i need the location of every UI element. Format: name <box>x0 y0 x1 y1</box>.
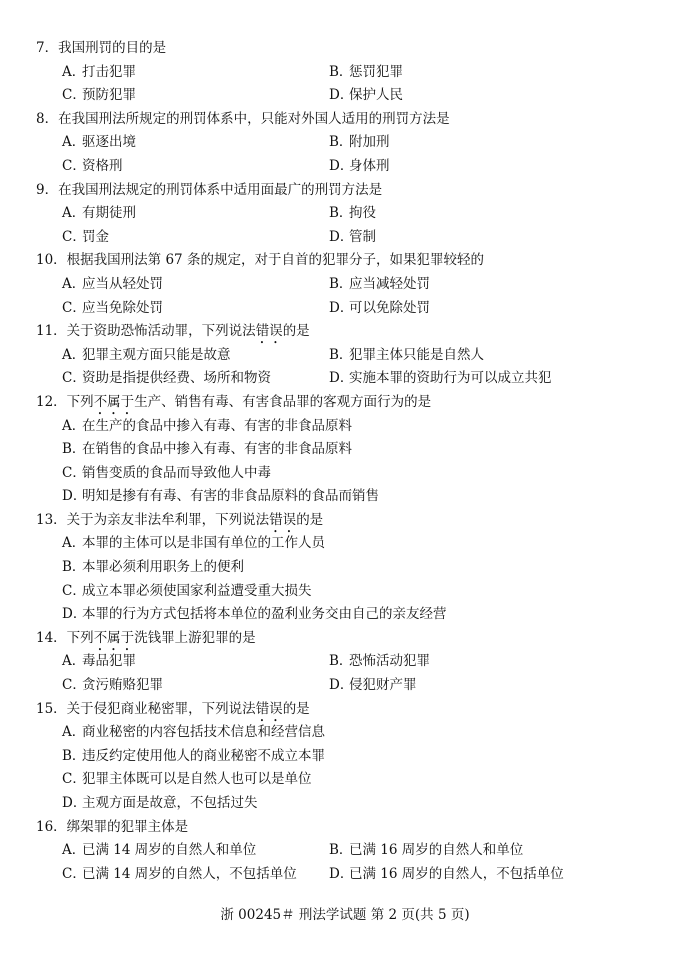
option-row <box>0 462 690 486</box>
option <box>62 202 136 226</box>
option <box>62 131 136 155</box>
option-row <box>0 532 690 556</box>
option-text: 在生产的食品中掺入有毒、有害的非食品原料 <box>82 417 352 434</box>
option-text: 明知是掺有有毒、有害的非食品原料的食品而销售 <box>82 488 379 505</box>
option-text: 应当免除处罚 <box>82 299 163 316</box>
option-letter: B． <box>329 842 353 859</box>
question-q16 <box>0 816 690 887</box>
option-text: 预防犯罪 <box>82 87 136 104</box>
option <box>62 155 123 179</box>
option-text: 资助是指提供经费、场所和物资 <box>82 370 271 387</box>
question-stem: 9．在我国刑法规定的刑罚体系中适用面最广的刑罚方法是 <box>36 181 383 198</box>
option <box>329 297 430 321</box>
option-text: 恐怖活动犯罪 <box>349 653 430 670</box>
option <box>62 344 231 368</box>
option-letter: A． <box>62 535 86 552</box>
option-letter: A． <box>62 417 86 434</box>
question-stem <box>0 698 690 722</box>
option-text: 驱逐出境 <box>82 134 136 151</box>
option-row <box>0 556 690 580</box>
option-text: 本罪的行为方式包括将本单位的盈利业务交由自己的亲友经营 <box>82 606 447 623</box>
option-letter: C． <box>62 464 86 481</box>
option-text: 犯罪主体只能是自然人 <box>349 346 484 363</box>
option-row <box>0 438 690 462</box>
option-text: 有期徒刑 <box>82 205 136 222</box>
option-text: 资格刑 <box>82 157 123 174</box>
stem-text: 洗钱罪上游犯罪的是 <box>134 629 256 646</box>
emphasis-text: 不属于 <box>93 393 135 410</box>
option-row <box>0 367 690 391</box>
question-q9 <box>0 179 690 250</box>
stem-text: 13．关于为亲友非法牟利罪，下列说法 <box>36 511 270 528</box>
option <box>62 273 163 297</box>
option-letter: D． <box>329 677 354 694</box>
option <box>62 438 352 462</box>
stem-text: 的是 <box>296 511 324 528</box>
option-text: 犯罪主体既可以是自然人也可以是单位 <box>82 771 312 788</box>
option-text: 已满 14 周岁的自然人，不包括单位 <box>82 865 297 882</box>
option <box>329 61 403 85</box>
option <box>62 462 271 486</box>
option-letter: D． <box>329 370 354 387</box>
option-text: 违反约定使用他人的商业秘密不成立本罪 <box>82 747 325 764</box>
stem-text: 的是 <box>282 700 310 717</box>
option-row <box>0 155 690 179</box>
option-row <box>0 226 690 250</box>
option-row <box>0 839 690 863</box>
option-letter: B． <box>329 205 353 222</box>
option <box>62 863 297 887</box>
option-letter: D． <box>62 488 87 505</box>
option-letter: C． <box>62 370 86 387</box>
option-row <box>0 131 690 155</box>
option-text: 可以免除处罚 <box>349 299 430 316</box>
option-letter: D． <box>329 865 354 882</box>
stem-text: 的是 <box>282 323 310 340</box>
option <box>62 603 447 627</box>
option-letter: B． <box>329 653 353 670</box>
page-footer: 浙 00245＃ 刑法学试题 第 2 页(共 5 页) <box>220 907 470 923</box>
option-letter: A． <box>62 275 86 292</box>
option <box>62 532 325 556</box>
option <box>62 556 244 580</box>
option-letter: C． <box>62 865 86 882</box>
option-letter: B． <box>329 134 353 151</box>
option-row <box>0 273 690 297</box>
option-letter: B． <box>62 559 86 576</box>
option-text: 罚金 <box>82 228 109 245</box>
option-text: 本罪必须利用职务上的便利 <box>82 559 244 576</box>
option-row <box>0 603 690 627</box>
option-letter: C． <box>62 228 86 245</box>
option-letter: A． <box>62 653 86 670</box>
option-row <box>0 61 690 85</box>
option <box>62 61 136 85</box>
option <box>329 226 376 250</box>
option <box>329 155 390 179</box>
option-row <box>0 792 690 816</box>
option-text: 销售变质的食品而导致他人中毒 <box>82 464 271 481</box>
question-list <box>0 37 690 886</box>
option-letter: C． <box>62 87 86 104</box>
option <box>329 273 430 297</box>
option-letter: A． <box>62 205 86 222</box>
option-text: 毒品犯罪 <box>82 653 136 670</box>
option-letter: D． <box>62 795 87 811</box>
option-text: 犯罪主观方面只能是故意 <box>82 346 231 363</box>
question-q14 <box>0 627 690 698</box>
question-q13 <box>0 509 690 627</box>
option-text: 贪污贿赂犯罪 <box>82 677 163 694</box>
option-text: 管制 <box>349 228 376 245</box>
option-letter: D． <box>329 228 354 245</box>
option-text: 商业秘密的内容包括技术信息和经营信息 <box>82 724 325 741</box>
option <box>329 344 484 368</box>
option-text: 已满 16 周岁的自然人，不包括单位 <box>349 865 564 882</box>
option-letter: D． <box>62 606 87 623</box>
option-text: 本罪的主体可以是非国有单位的工作人员 <box>82 535 325 552</box>
option <box>329 839 523 863</box>
option-row <box>0 580 690 604</box>
option-letter: B． <box>329 63 353 80</box>
option-text: 成立本罪必须使国家利益遭受重大损失 <box>82 582 312 599</box>
option-text: 打击犯罪 <box>82 63 136 80</box>
option <box>62 580 312 604</box>
stem-text: 生产、销售有毒、有害食品罪的客观方面行为的是 <box>134 393 432 410</box>
option-row <box>0 721 690 745</box>
option-text: 附加刑 <box>349 134 390 151</box>
option <box>62 485 379 509</box>
option <box>62 297 163 321</box>
option <box>62 839 256 863</box>
emphasis-text: 错误 <box>255 700 283 717</box>
option-row <box>0 485 690 509</box>
option <box>329 367 552 391</box>
option <box>62 768 312 792</box>
option-row <box>0 202 690 226</box>
option-letter: D． <box>329 157 354 174</box>
option-letter: C． <box>62 677 86 694</box>
option <box>62 226 109 250</box>
stem-text: 14．下列 <box>36 629 94 646</box>
option-row <box>0 745 690 769</box>
option-text: 已满 16 周岁的自然人和单位 <box>349 842 524 859</box>
option-text: 应当从轻处罚 <box>82 275 163 292</box>
question-q7 <box>0 37 690 108</box>
option-text: 侵犯财产罪 <box>349 677 417 694</box>
option-text: 主观方面是故意，不包括过失 <box>82 795 258 811</box>
option <box>62 745 325 769</box>
option-text: 身体刑 <box>349 157 390 174</box>
option-letter: A． <box>62 724 86 741</box>
option-letter: A． <box>62 346 86 363</box>
option-text: 拘役 <box>349 205 376 222</box>
option-letter: B． <box>329 275 353 292</box>
option <box>62 84 136 108</box>
option <box>62 674 163 698</box>
option-letter: A． <box>62 842 86 859</box>
question-stem: 16．绑架罪的犯罪主体是 <box>36 818 189 835</box>
option-text: 实施本罪的资助行为可以成立共犯 <box>349 370 552 387</box>
option-text: 应当减轻处罚 <box>349 275 430 292</box>
stem-text: 12．下列 <box>36 393 94 410</box>
option-letter: C． <box>62 157 86 174</box>
option <box>329 202 376 226</box>
question-stem: 10．根据我国刑法第 67 条的规定，对于自首的犯罪分子，如果犯罪较轻的 <box>36 252 484 269</box>
question-q12 <box>0 391 690 509</box>
option <box>329 674 417 698</box>
option-row <box>0 415 690 439</box>
option-row <box>0 84 690 108</box>
option-letter: C． <box>62 299 86 316</box>
question-stem <box>0 391 690 415</box>
option <box>62 415 352 439</box>
option-letter: D． <box>329 87 354 104</box>
option-text: 惩罚犯罪 <box>349 63 403 80</box>
emphasis-text: 不属于 <box>93 629 135 646</box>
option-letter: B． <box>62 747 86 764</box>
emphasis-text: 错误 <box>255 323 283 340</box>
option <box>329 863 564 887</box>
option <box>62 367 271 391</box>
option-row <box>0 863 690 887</box>
option <box>62 650 136 674</box>
option <box>329 131 390 155</box>
emphasis-text: 错误 <box>269 511 297 528</box>
question-stem: 8．在我国刑法所规定的刑罚体系中，只能对外国人适用的刑罚方法是 <box>36 110 450 127</box>
option <box>329 84 403 108</box>
option-text: 在销售的食品中掺入有毒、有害的非食品原料 <box>82 441 352 458</box>
option-text: 已满 14 周岁的自然人和单位 <box>82 842 257 859</box>
option <box>62 721 325 745</box>
option-letter: B． <box>62 441 86 458</box>
stem-text: 11．关于资助恐怖活动罪，下列说法 <box>36 323 256 340</box>
option-row <box>0 344 690 368</box>
option-letter: A． <box>62 134 86 151</box>
option-letter: C． <box>62 771 86 788</box>
option-row <box>0 650 690 674</box>
question-q8 <box>0 108 690 179</box>
option-row <box>0 768 690 792</box>
option-row <box>0 674 690 698</box>
option-letter: B． <box>329 346 353 363</box>
question-stem: 7．我国刑罚的目的是 <box>36 40 167 56</box>
question-q15 <box>0 698 690 816</box>
option-row <box>0 297 690 321</box>
option-letter: D． <box>329 299 354 316</box>
question-stem <box>0 320 690 344</box>
stem-text: 15．关于侵犯商业秘密罪，下列说法 <box>36 700 256 717</box>
question-stem <box>0 509 690 533</box>
option <box>329 650 430 674</box>
question-q10 <box>0 249 690 320</box>
option-letter: C． <box>62 582 86 599</box>
option <box>62 792 258 816</box>
question-q11 <box>0 320 690 391</box>
option-letter: A． <box>62 63 86 80</box>
question-stem <box>0 627 690 651</box>
option-text: 保护人民 <box>349 87 403 104</box>
